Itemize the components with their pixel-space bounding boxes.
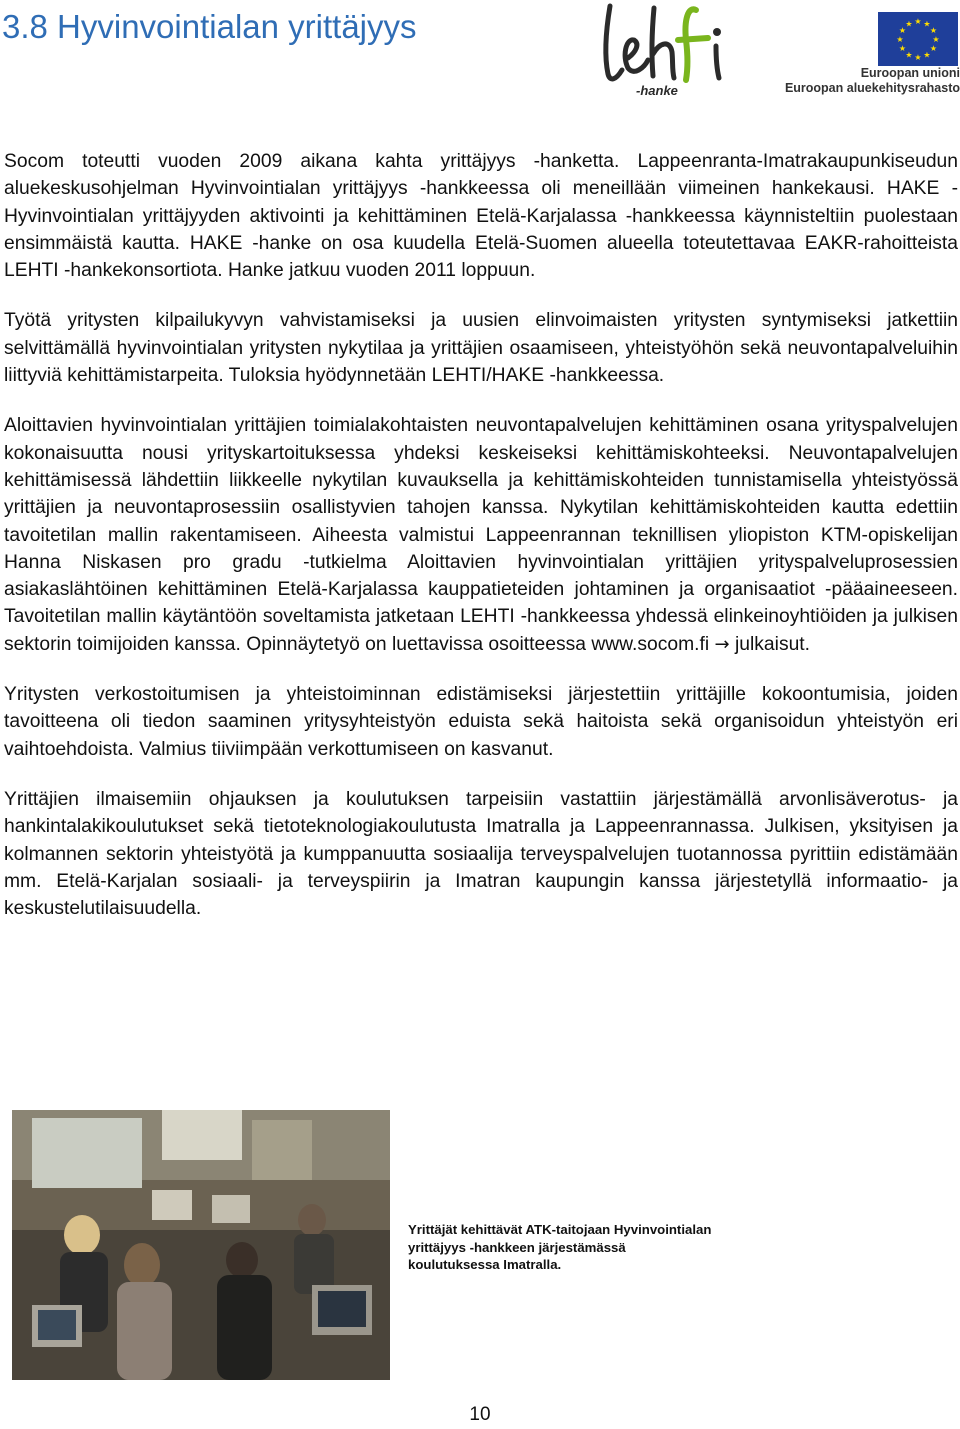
paragraph-1: Socom toteutti vuoden 2009 aikana kahta yrittäjyys -hanketta. Lappeenranta-Imatrakaupunkiseudun aluekeskusohjelman Hyvinvointialan yrittäjyys -hankkeessa oli meneillään viimeinen hankekausi. HAKE - Hyvinvointialan yrittäjyyden aktivointi ja kehittäminen Etelä-Karjalassa -hankkeessa käynnisteltiin puolestaan ensimmäistä kautta. HAKE -hanke on osa kuudella Etelä-Suomen alueella toteutettavaa EAKR-rahoitteista LEHTI -hankekonsortiota. Hanke jatkuu vuoden 2011 loppuun. xyxy=(4,151,958,282)
svg-text:★: ★ xyxy=(932,35,940,44)
classroom-photo xyxy=(12,1110,390,1380)
lehti-logo xyxy=(596,0,746,96)
svg-text:★: ★ xyxy=(929,44,938,53)
svg-text:★: ★ xyxy=(898,26,907,35)
lehti-logo-sub: -hanke xyxy=(636,83,678,96)
svg-text:★: ★ xyxy=(898,44,907,53)
paragraph-3 xyxy=(4,412,958,658)
svg-text:★: ★ xyxy=(905,50,913,60)
svg-text:★: ★ xyxy=(923,19,931,29)
svg-text:★: ★ xyxy=(914,53,922,62)
photo-caption: Yrittäjät kehittävät ATK-taitojaan Hyvinvointialan yrittäjyys -hankkeen järjestämässä koulutuksessa Imatralla. xyxy=(408,1222,712,1272)
paragraph-4: Yritysten verkostoitumisen ja yhteistoiminnan edistämiseksi järjestettiin yrittäjille kokoontumisia, joiden tavoitteena oli tiedon saaminen yritysyhteistyön eduista sekä haitoista sekä organisoidun yhteistyön eri vaihtoehdoista. Valmius tiiviimpään verkottumiseen on kasvanut. xyxy=(4,684,958,760)
eu-flag-icon xyxy=(878,12,958,66)
page-number: 10 xyxy=(469,1404,491,1425)
svg-text:★: ★ xyxy=(896,35,904,44)
section-heading: 3.8 Hyvinvointialan yrittäjyys xyxy=(2,8,417,45)
svg-text:★: ★ xyxy=(914,17,922,26)
paragraph-2: Työtä yritysten kilpailukyvyn vahvistamiseksi ja uusien elinvoimaisten yritysten syntymiseksi jatkettiin selvittämällä hyvinvointialan yritysten nykytilaa ja yrittäjien osaamiseen, yhteistyöhön sekä neuvontapalveluihin liittyviä kehittämistarpeita. Tuloksia hyödynnetään LEHTI/HAKE -hankkeessa. xyxy=(4,310,958,387)
svg-text:★: ★ xyxy=(905,19,913,29)
svg-text:★: ★ xyxy=(923,50,931,60)
svg-text:★: ★ xyxy=(929,26,938,35)
eu-text-fund: Euroopan aluekehitysrahasto xyxy=(784,81,960,95)
link-julkaisut[interactable]: julkaisut. xyxy=(735,633,811,655)
paragraph-3-text: Aloittavien hyvinvointialan yrittäjien toimialakohtaisten neuvontapalvelujen kehittäminen osana yrityspalvelujen kokonaisuutta nousi yrityskartoituksessa yhdeksi keskeiseksi kehittämiskohteeksi. Neuvontapalvelujen kehittämisessä lähdettiin liikkeelle nykytilan kuvauksella ja kehittämiskohteiden tunnistamisella yhteistyössä yrittäjien ja neuvontaprosessiin osallistyvien tahojen kanssa. Nykytilan kehittämiskohteiden kautta edettiin tavoitetilan mallin rakentamiseen. Aiheesta valmistui Lappeenrannan teknillisen yliopiston KTM-opiskelijan Hanna Niskasen pro gradu -tutkielma Aloittavien hyvinvointialan yrittäjien yrityspalveluprosessien asiakaslähtöinen kehittäminen Etelä-Karjalassa kauppatieteiden johtaminen ja organisaatiot -pääaineeseen. Tavoitetilan mallin käytäntöön soveltamista jatketaan LEHTI -hankkeessa yhdessä elinkeinoyhtiöiden ja julkisen sektorin toimijoiden kanssa. Opinnäytetyö on luettavissa osoitteessa www.socom.fi xyxy=(4,415,958,655)
body-text xyxy=(4,148,958,922)
arrow-icon: → xyxy=(714,633,730,655)
paragraph-5: Yrittäjien ilmaisemiin ohjauksen ja koulutuksen tarpeisiin vastattiin järjestämällä arvonlisäverotus- ja hankintalakikoulutukset sekä tietoteknologiakoulutusta Imatralla ja Lappeenrannassa. Julkisen, yksityisen ja kolmannen sektorin yhteistyötä ja kumppanuutta sosiaalija terveyspalvelujen tuotannossa pyrittiin edistämään mm. Etelä-Karjalan sosiaali- ja terveyspiirin ja Imatran kaupungin kanssa järjestetyllä informaatio- ja keskustelutilaisuudella. xyxy=(4,788,958,920)
eu-text-union: Euroopan unioni xyxy=(860,66,960,80)
eu-logo xyxy=(760,8,960,98)
